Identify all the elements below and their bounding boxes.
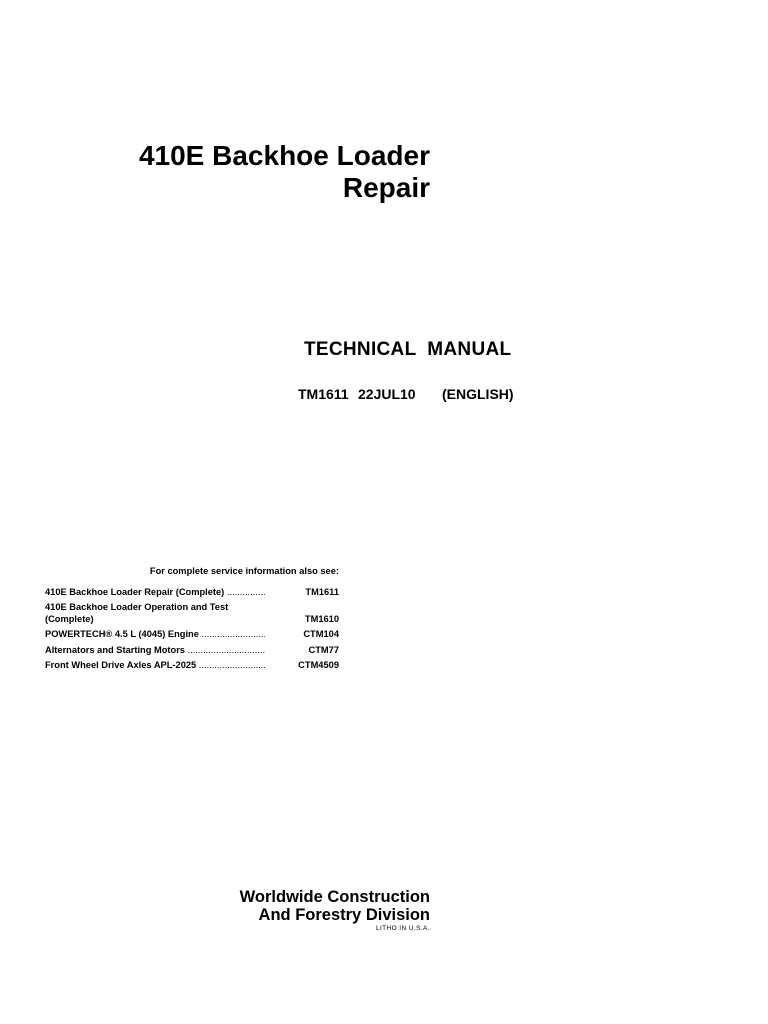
manual-date: 22JUL10: [358, 386, 416, 402]
publication-title: Alternators and Starting Motors .....: [45, 645, 265, 657]
manual-number: TM1611: [298, 386, 349, 402]
related-publications: [45, 566, 339, 676]
manual-language: (ENGLISH): [442, 386, 514, 402]
related-publications-heading: For complete service information also see:: [149, 566, 339, 576]
publication-row: [45, 629, 339, 641]
printing-note: LITHO IN U.S.A.: [375, 925, 430, 932]
division-name-line-2: And Forestry Division: [258, 906, 430, 924]
publication-code: CTM77: [308, 644, 339, 655]
division-name-line-1: Worldwide Construction: [239, 888, 430, 906]
publication-title: POWERTECH® 4.5 L (4045) Engine .....: [45, 629, 265, 641]
publication-row: [45, 587, 339, 599]
publication-code: TM1610: [304, 613, 339, 624]
publication-title: Front Wheel Drive Axles APL-2025 .....: [45, 660, 265, 672]
publication-code: CTM104: [303, 629, 339, 639]
publication-row: [45, 645, 339, 657]
publication-row: [45, 602, 339, 625]
manual-identifier: [298, 386, 514, 402]
publication-title: 410E Backhoe Loader Operation and Test (Complete) .....: [45, 602, 265, 625]
manual-title-line-1: 410E Backhoe Loader: [138, 140, 430, 171]
division-name: [180, 888, 430, 924]
publication-code: CTM4509: [298, 660, 339, 670]
manual-title-line-2: Repair: [342, 172, 430, 203]
publication-code: TM1611: [305, 586, 339, 597]
publication-title: 410E Backhoe Loader Repair (Complete) .....: [45, 587, 265, 599]
publication-row: [45, 660, 339, 672]
manual-type-heading: TECHNICAL MANUAL: [304, 339, 512, 360]
manual-title: [100, 140, 430, 204]
